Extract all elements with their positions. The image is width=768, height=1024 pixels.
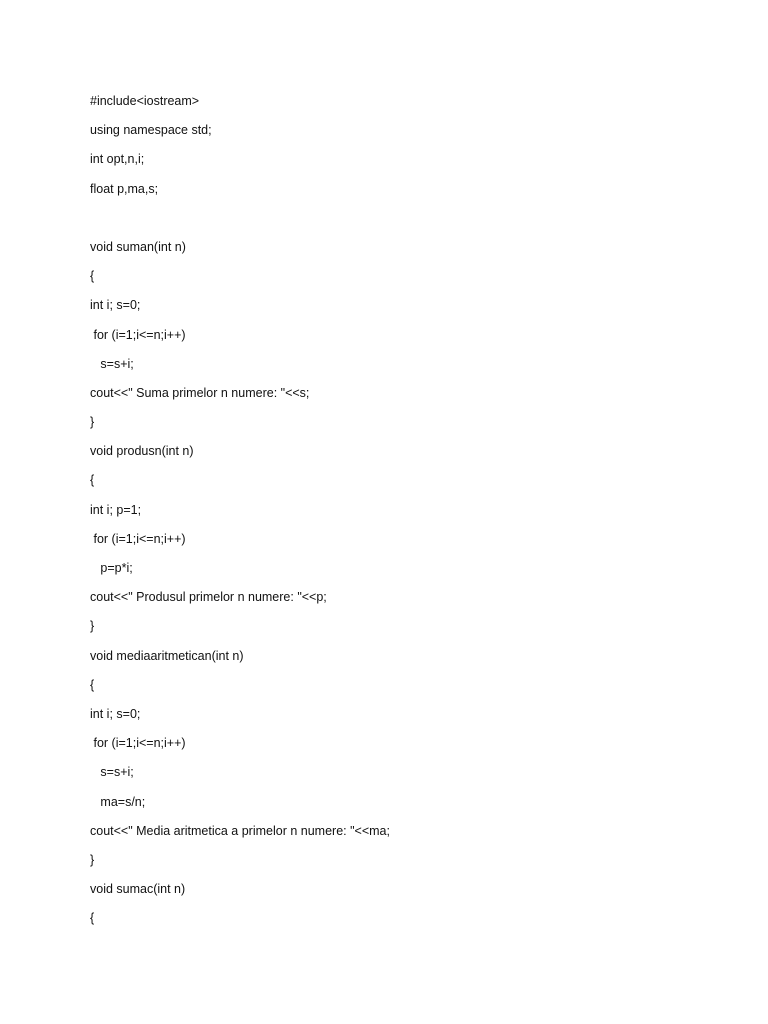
code-line-26: cout<<" Media aritmetica a primelor n numere: "<<ma; [90,823,390,838]
code-line-19: } [90,619,95,634]
code-line-16: for (i=1;i<=n;i++) [90,531,186,546]
code-line-24: s=s+i; [90,765,134,780]
code-listing [90,92,730,938]
code-line-7: { [90,269,95,284]
code-line-4: float p,ma,s; [90,181,159,196]
code-line-2: using namespace std; [90,123,212,138]
code-line-11: cout<<" Suma primelor n numere: "<<s; [90,385,310,400]
code-line-14: { [90,473,95,488]
code-line-20: void mediaaritmetican(int n) [90,648,244,663]
code-line-27: } [90,852,95,867]
code-line-25: ma=s/n; [90,794,146,809]
code-line-5-blank [90,209,730,238]
code-line-23: for (i=1;i<=n;i++) [90,736,186,751]
code-line-22: int i; s=0; [90,706,141,721]
code-line-6: void suman(int n) [90,239,186,254]
code-line-1: #include<iostream> [90,94,200,108]
code-line-15: int i; p=1; [90,502,142,517]
code-line-17: p=p*i; [90,561,133,575]
code-line-28: void sumac(int n) [90,882,186,897]
code-line-13: void produsn(int n) [90,444,194,459]
code-line-12: } [90,415,95,430]
code-line-8: int i; s=0; [90,298,141,313]
code-line-21: { [90,677,95,692]
code-line-29: { [90,911,95,926]
code-line-10: s=s+i; [90,356,134,371]
code-line-18: cout<<" Produsul primelor n numere: "<<p; [90,590,327,605]
code-line-9: for (i=1;i<=n;i++) [90,327,186,342]
code-line-3: int opt,n,i; [90,152,145,167]
